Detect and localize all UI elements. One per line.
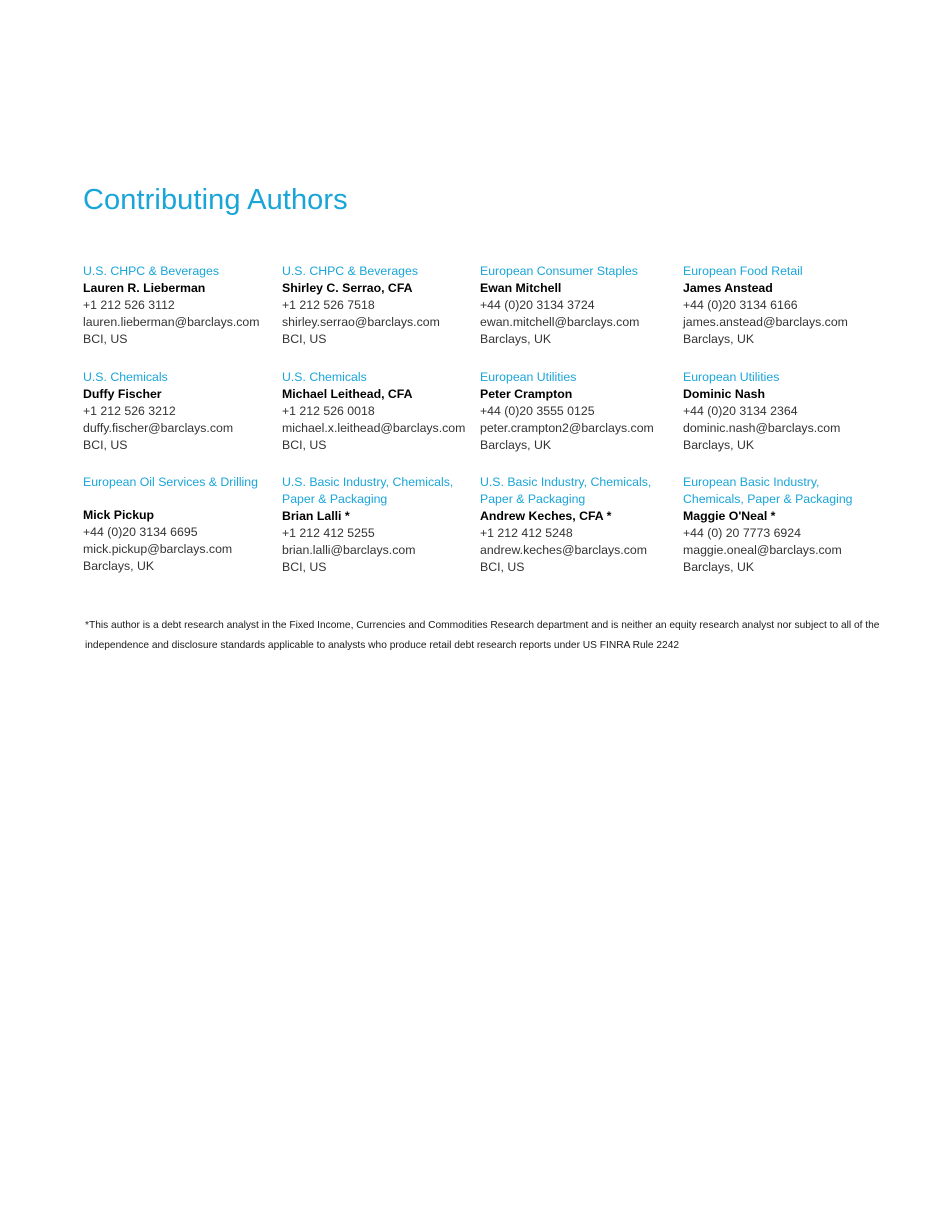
author-name: Brian Lalli * bbox=[282, 509, 350, 523]
author-phone: +1 212 412 5255 bbox=[282, 526, 375, 540]
author-email[interactable]: james.anstead@barclays.com bbox=[683, 315, 848, 329]
author-location: BCI, US bbox=[83, 438, 128, 452]
author-location: Barclays, UK bbox=[480, 438, 552, 452]
author-email[interactable]: mick.pickup@barclays.com bbox=[83, 542, 233, 556]
author-name: Maggie O'Neal * bbox=[683, 509, 776, 523]
author-card bbox=[83, 369, 273, 454]
author-card bbox=[480, 474, 670, 576]
author-phone: +44 (0)20 3134 6695 bbox=[83, 525, 198, 539]
author-name: Dominic Nash bbox=[683, 387, 765, 401]
author-name: Mick Pickup bbox=[83, 508, 155, 522]
author-sector: European Basic Industry, Chemicals, Paper & Packaging bbox=[683, 475, 853, 506]
author-phone: +44 (0)20 3555 0125 bbox=[480, 404, 595, 418]
author-sector: European Utilities bbox=[683, 370, 780, 384]
author-card bbox=[480, 263, 670, 348]
author-sector: U.S. Basic Industry, Chemicals, Paper & Packaging bbox=[480, 475, 652, 506]
author-phone: +44 (0)20 3134 2364 bbox=[683, 404, 798, 418]
author-card bbox=[683, 474, 873, 576]
author-sector: U.S. Chemicals bbox=[83, 370, 168, 384]
author-location: Barclays, UK bbox=[683, 332, 755, 346]
author-card bbox=[282, 263, 472, 348]
author-location: BCI, US bbox=[282, 438, 327, 452]
author-sector: European Oil Services & Drilling bbox=[83, 475, 258, 489]
author-name: Duffy Fischer bbox=[83, 387, 162, 401]
author-sector: U.S. CHPC & Beverages bbox=[83, 264, 219, 278]
author-name: Shirley C. Serrao, CFA bbox=[282, 281, 413, 295]
author-card bbox=[83, 474, 273, 575]
author-card bbox=[282, 474, 472, 576]
author-email[interactable]: duffy.fischer@barclays.com bbox=[83, 421, 234, 435]
author-email[interactable]: lauren.lieberman@barclays.com bbox=[83, 315, 260, 329]
author-sector: U.S. CHPC & Beverages bbox=[282, 264, 418, 278]
author-email[interactable]: dominic.nash@barclays.com bbox=[683, 421, 841, 435]
author-email[interactable]: shirley.serrao@barclays.com bbox=[282, 315, 440, 329]
author-email[interactable]: ewan.mitchell@barclays.com bbox=[480, 315, 640, 329]
author-email[interactable]: michael.x.leithead@barclays.com bbox=[282, 421, 466, 435]
author-phone: +44 (0) 20 7773 6924 bbox=[683, 526, 801, 540]
author-sector: U.S. Basic Industry, Chemicals, Paper & Packaging bbox=[282, 475, 454, 506]
author-phone: +1 212 526 3212 bbox=[83, 404, 176, 418]
author-phone: +1 212 526 3112 bbox=[83, 298, 175, 312]
author-name: Peter Crampton bbox=[480, 387, 573, 401]
author-card bbox=[683, 263, 873, 348]
author-phone: +44 (0)20 3134 3724 bbox=[480, 298, 595, 312]
author-email[interactable]: andrew.keches@barclays.com bbox=[480, 543, 647, 557]
author-location: BCI, US bbox=[282, 332, 327, 346]
page-title: Contributing Authors bbox=[83, 184, 348, 216]
author-sector: European Food Retail bbox=[683, 264, 803, 278]
author-name: Lauren R. Lieberman bbox=[83, 281, 206, 295]
author-phone: +1 212 526 7518 bbox=[282, 298, 375, 312]
author-email[interactable]: maggie.oneal@barclays.com bbox=[683, 543, 842, 557]
author-name: Andrew Keches, CFA * bbox=[480, 509, 612, 523]
author-location: Barclays, UK bbox=[83, 559, 155, 573]
author-name: Michael Leithead, CFA bbox=[282, 387, 413, 401]
author-location: BCI, US bbox=[480, 560, 525, 574]
author-location: Barclays, UK bbox=[683, 560, 755, 574]
author-phone: +1 212 412 5248 bbox=[480, 526, 573, 540]
author-phone: +44 (0)20 3134 6166 bbox=[683, 298, 798, 312]
author-email[interactable]: peter.crampton2@barclays.com bbox=[480, 421, 654, 435]
author-location: BCI, US bbox=[282, 560, 327, 574]
author-location: Barclays, UK bbox=[683, 438, 755, 452]
author-card bbox=[683, 369, 873, 454]
author-phone: +1 212 526 0018 bbox=[282, 404, 375, 418]
author-location: BCI, US bbox=[83, 332, 128, 346]
footnote: *This author is a debt research analyst in the Fixed Income, Currencies and Commodities Research department and is neither an equity research analyst nor subject to all of the independence and disclosure standards applicable to analysts who produce retail debt research reports under US FINRA Rule 2242 bbox=[85, 620, 880, 651]
author-card bbox=[282, 369, 472, 454]
author-email[interactable]: brian.lalli@barclays.com bbox=[282, 543, 416, 557]
author-name: Ewan Mitchell bbox=[480, 281, 562, 295]
author-name: James Anstead bbox=[683, 281, 773, 295]
author-sector: European Utilities bbox=[480, 370, 577, 384]
author-sector: European Consumer Staples bbox=[480, 264, 638, 278]
author-sector: U.S. Chemicals bbox=[282, 370, 367, 384]
author-card bbox=[83, 263, 273, 348]
author-location: Barclays, UK bbox=[480, 332, 552, 346]
author-card bbox=[480, 369, 670, 454]
